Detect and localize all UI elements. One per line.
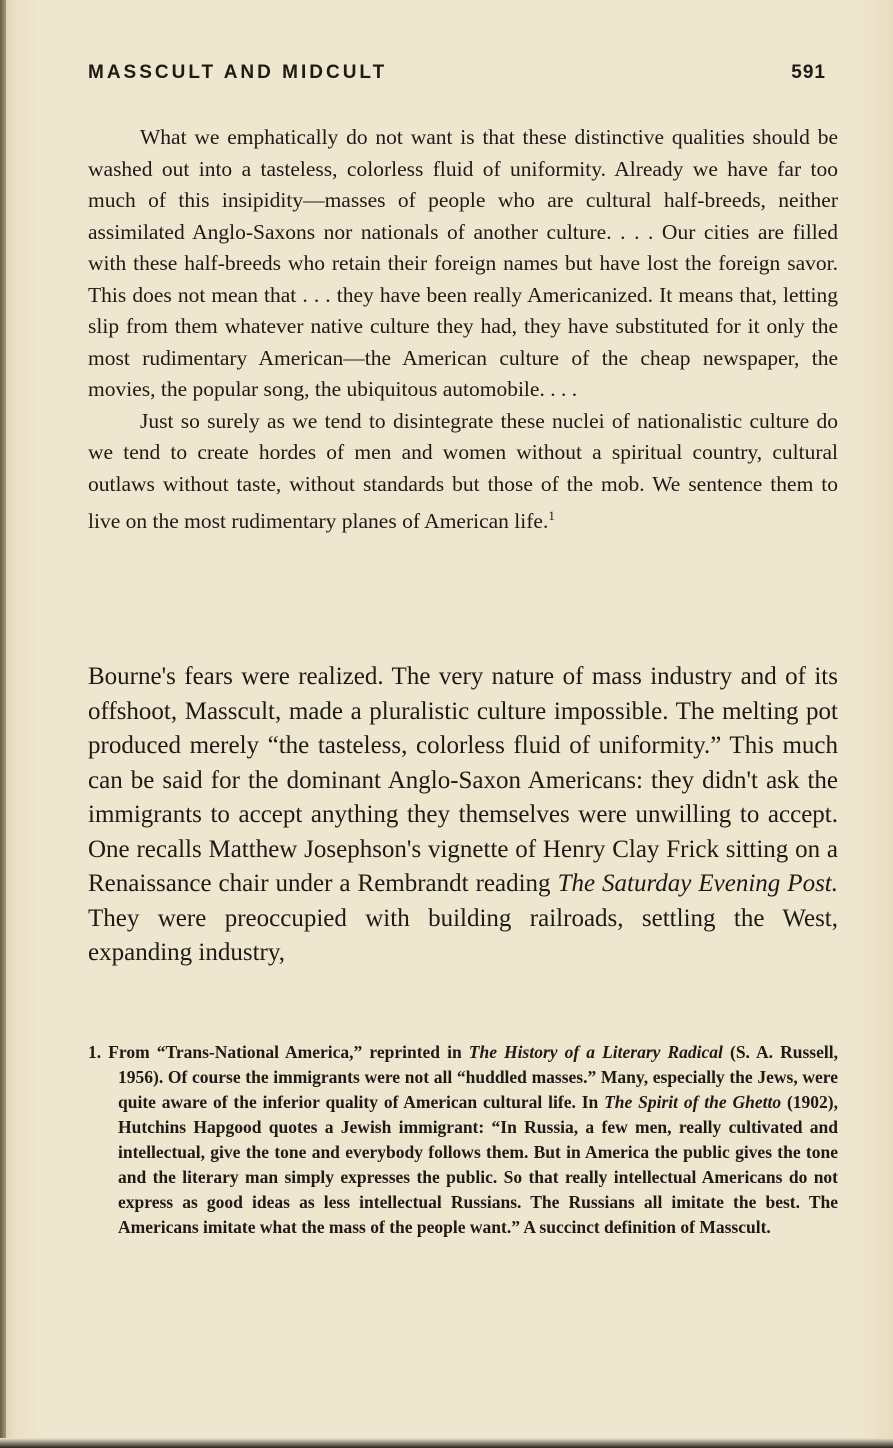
footnote-number: 1. <box>88 1042 102 1062</box>
footnote-part-3: (1902), Hutchins Hapgood quotes a Jewish immigrant: “In Russia, a few men, really cultivated and intellectual, give the tone and everybody follows them. But in America the public gives the tone and the literary man simply expresses the public. So that really intellectual Americans do not express as good ideas as less intellectual Russians. The Russians all imitate the best. The Americans imitate what the mass of the people want.” A succinct definition of Masscult. <box>118 1092 839 1237</box>
body-paragraph-text <box>88 660 838 971</box>
italic-publication-title: The Saturday Evening Post. <box>557 870 838 897</box>
body-paragraph <box>88 660 838 971</box>
footnote-text <box>88 1040 838 1240</box>
body-text-part-2: They were preoccupied with building railroads, settling the West, expanding industry, <box>88 904 838 966</box>
footnote-title-1: The History of a Literary Radical <box>468 1042 723 1062</box>
footnote-part-1: From “Trans-National America,” reprinted in <box>101 1042 469 1062</box>
page-number: 591 <box>791 62 826 83</box>
body-text-part-1: Bourne's fears were realized. The very nature of mass industry and of its offshoot, Masscult, made a pluralistic culture impossible. The melting pot produced merely “the tasteless, colorless fluid of uniformity.” This much can be said for the dominant Anglo-Saxon Americans: they didn't ask the immigrants to accept anything they themselves were unwilling to accept. One recalls Matthew Josephson's vignette of Henry Clay Frick sitting on a Renaissance chair under a Rembrandt reading <box>88 663 838 897</box>
footnote-reference: 1 <box>548 508 555 523</box>
footnote-title-2: The Spirit of the Ghetto <box>604 1092 782 1112</box>
footnote <box>88 1040 838 1240</box>
block-quotation <box>88 122 838 538</box>
page-bottom-shadow <box>0 1438 893 1448</box>
running-title: MASSCULT AND MIDCULT <box>88 62 388 83</box>
footnote-part-2: (S. A. Russell, 1956). Of course the immigrants were not all “huddled masses.” Many, especially the Jews, were quite aware of the inferior quality of American cultural life. In <box>118 1042 838 1112</box>
running-header <box>88 62 826 92</box>
quotation-paragraph-2-text: Just so surely as we tend to disintegrate these nuclei of nationalistic culture do we tend to create hordes of men and women without a spiritual country, cultural outlaws without taste, without standards but those of the mob. We sentence them to live on the most rudimentary planes of American life. <box>88 408 838 534</box>
quotation-paragraph-2 <box>88 406 838 538</box>
book-spine-edge <box>0 0 6 1448</box>
quotation-paragraph-1: What we emphatically do not want is that these distinctive qualities should be washed out into a tasteless, colorless fluid of uniformity. Already we have far too much of this insipidity—masses of people who are cultural half-breeds, neither assimilated Anglo-Saxons nor nationals of another culture. . . . Our cities are filled with these half-breeds who retain their foreign names but have lost the foreign savor. This does not mean that . . . they have been really Americanized. It means that, letting slip from them whatever native culture they had, they have substituted for it only the most rudimentary American—the American culture of the cheap newspaper, the movies, the popular song, the ubiquitous automobile. . . . <box>88 125 838 401</box>
